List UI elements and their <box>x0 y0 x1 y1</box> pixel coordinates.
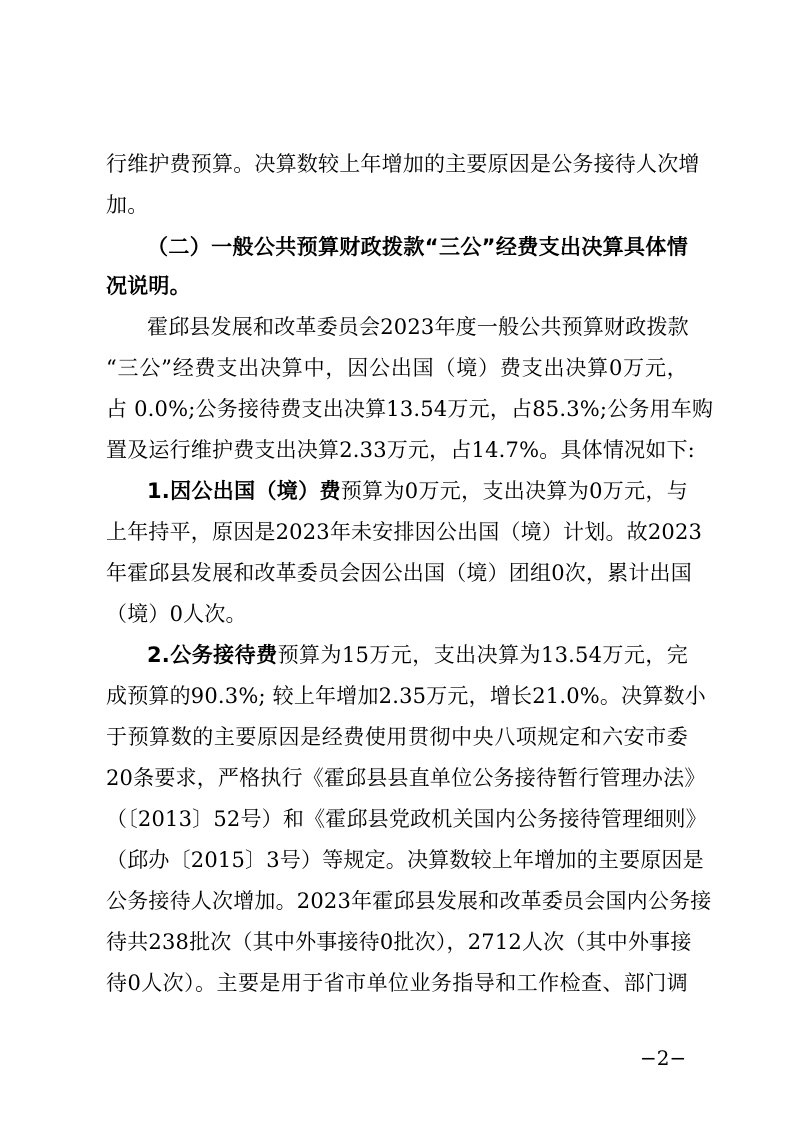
body-line: 霍邱县发展和改革委员会2023年度一般公共预算财政拨款 <box>147 315 689 339</box>
body-line: （境）0人次。 <box>106 602 247 626</box>
body-line-with-lead <box>106 478 688 504</box>
body-line: 占 0.0%;公务接待费支出决算13.54万元，占85.3%;公务用车购 <box>106 397 714 421</box>
body-text: 预算为0万元，支出决算为0万元，与 <box>340 479 689 503</box>
body-line: 置及运行维护费支出决算2.33万元，占14.7%。具体情况如下: <box>106 438 695 462</box>
section-heading: 况说明。 <box>106 274 191 298</box>
body-line: 待0人次）。主要是用于省市单位业务指导和工作检查、部门调 <box>106 971 688 995</box>
body-line: 加。 <box>106 193 149 217</box>
body-line: 公务接待人次增加。2023年霍邱县发展和改革委员会国内公务接 <box>106 889 712 913</box>
section-heading: （二）一般公共预算财政拨款“三公”经费支出决算具体情 <box>147 235 688 259</box>
subheading-lead: 2.公务接待费 <box>147 643 278 667</box>
body-line: 于预算数的主要原因是经费使用贯彻中央八项规定和六安市委 <box>106 725 688 749</box>
body-line: 成预算的90.3%; 较上年增加2.35万元，增长21.0%。决算数小 <box>106 684 706 708</box>
subheading-lead: 1.因公出国（境）费 <box>147 479 341 503</box>
body-line: 上年持平，原因是2023年未安排因公出国（境）计划。故2023 <box>106 520 703 544</box>
body-line: 行维护费预算。决算数较上年增加的主要原因是公务接待人次增 <box>106 152 700 176</box>
body-line: “三公”经费支出决算中，因公出国（境）费支出决算0万元， <box>106 356 688 380</box>
body-line: （〔2013〕52号）和《霍邱县党政机关国内公务接待管理细则》 <box>106 807 707 831</box>
body-line: （邱办〔2015〕3号）等规定。决算数较上年增加的主要原因是 <box>106 848 704 872</box>
body-line: 年霍邱县发展和改革委员会因公出国（境）团组0次，累计出国 <box>106 561 692 585</box>
page-number: −2− <box>640 1046 687 1070</box>
body-text: 预算为15万元，支出决算为13.54万元，完 <box>277 643 688 667</box>
body-line: 待共238批次（其中外事接待0批次），2712人次（其中外事接 <box>106 930 692 954</box>
body-line-with-lead <box>106 642 688 668</box>
body-line: 20条要求，严格执行《霍邱县县直单位公务接待暂行管理办法》 <box>106 766 706 790</box>
